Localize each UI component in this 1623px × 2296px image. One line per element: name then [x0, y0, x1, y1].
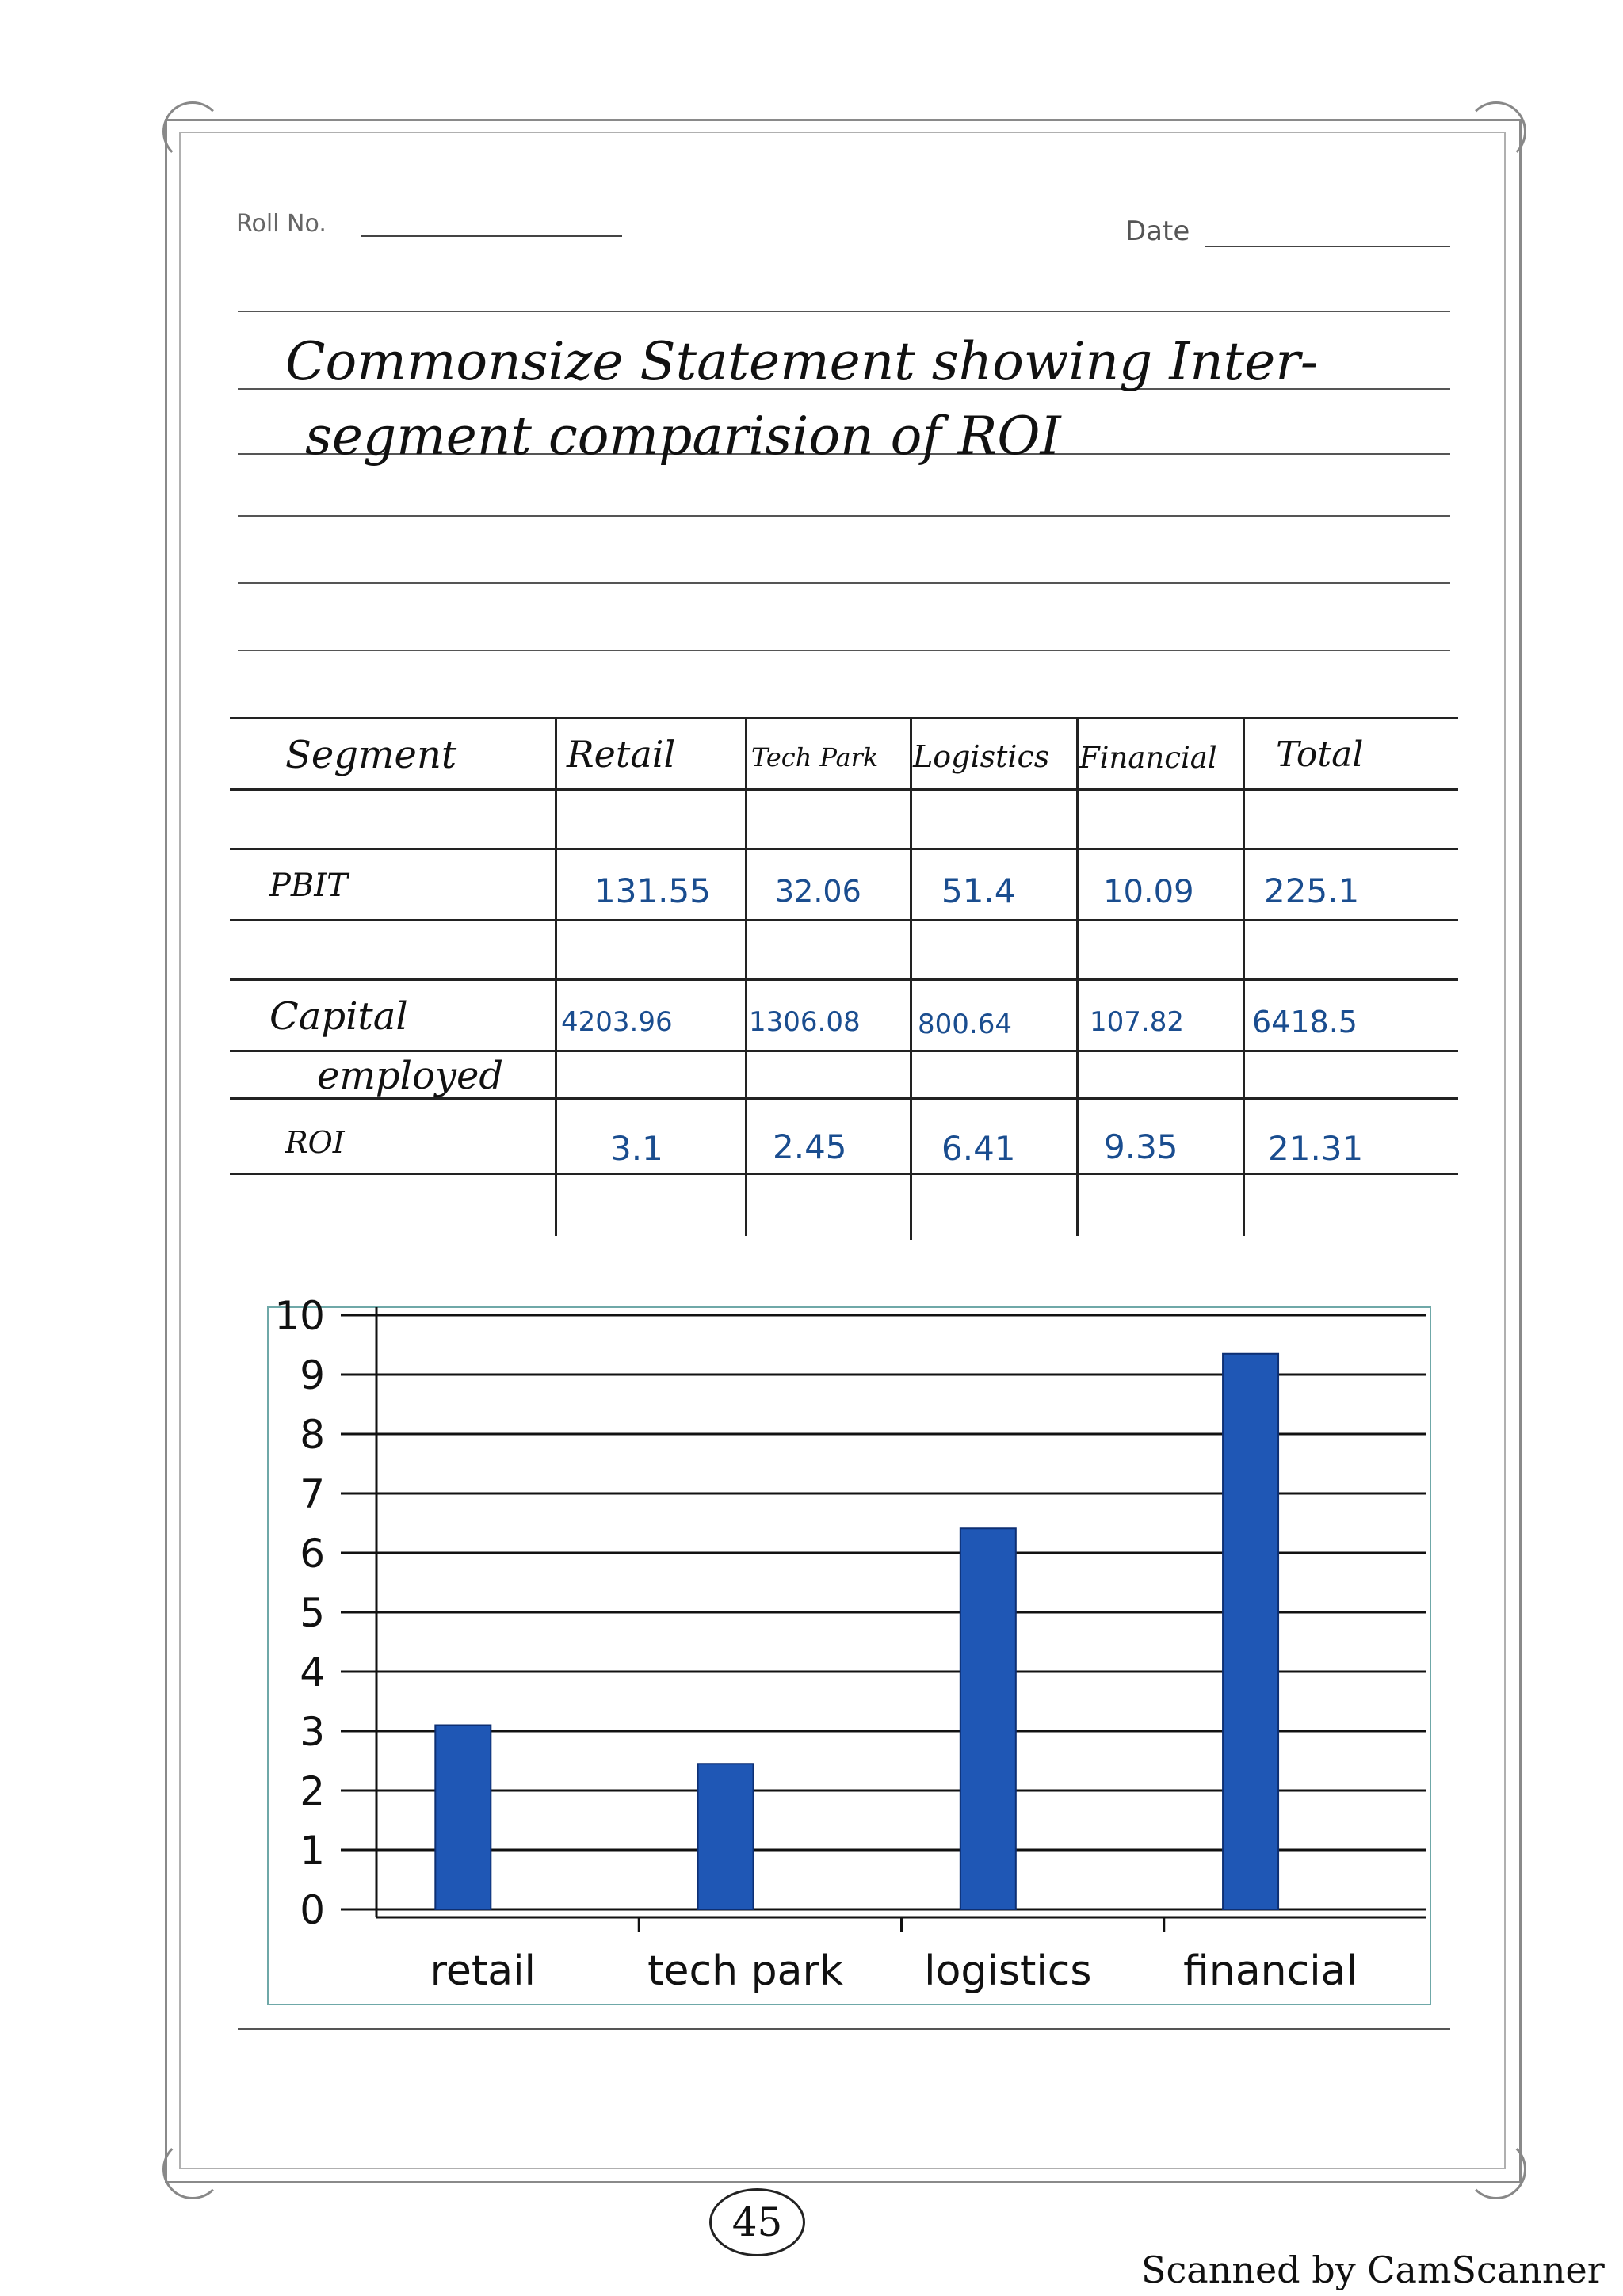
header-tech-park: Tech Park [751, 742, 879, 772]
y-tick-label: 8 [300, 1412, 325, 1458]
cell-pbit-logistics: 51.4 [941, 871, 1016, 910]
table-rule [230, 919, 1458, 921]
bar-retail [435, 1726, 491, 1910]
roi-table [230, 717, 1458, 1240]
cell-capital-total: 6418.5 [1252, 1005, 1358, 1039]
date-blank [1205, 246, 1450, 247]
y-tick-label: 9 [300, 1352, 325, 1398]
table-rule [230, 788, 1458, 791]
corner-ornament-bottom-left [162, 2139, 223, 2199]
table-rule [230, 848, 1458, 850]
page-number: 45 [709, 2188, 805, 2256]
y-tick-label: 3 [300, 1709, 325, 1755]
ruled-line [238, 311, 1450, 312]
cell-capital-techpark: 1306.08 [749, 1006, 861, 1038]
row-label-roi: ROI [285, 1125, 345, 1160]
table-rule [230, 717, 1458, 719]
bar-logistics [960, 1528, 1016, 1909]
table-column-rule [1076, 717, 1079, 1236]
table-column-rule [1243, 717, 1245, 1236]
cell-roi-logistics: 6.41 [941, 1129, 1016, 1168]
date-label: Date [1125, 215, 1190, 247]
y-tick-label: 10 [274, 1293, 325, 1339]
table-rule [230, 978, 1458, 981]
table-rule [230, 1050, 1458, 1052]
corner-ornament-top-left [162, 101, 223, 162]
scanner-watermark: Scanned by CamScanner [1141, 2248, 1605, 2291]
bar-financial [1223, 1354, 1278, 1909]
header-total: Total [1276, 734, 1364, 775]
table-column-rule [745, 717, 747, 1236]
y-tick-label: 5 [300, 1590, 325, 1636]
roll-no-label: Roll No. [236, 210, 327, 238]
cell-roi-total: 21.31 [1268, 1129, 1364, 1168]
title-line-2: segment comparision of ROI [305, 406, 1061, 467]
cell-roi-retail: 3.1 [610, 1129, 663, 1168]
roi-bar-chart [238, 1283, 1458, 2012]
bar-tech-park [698, 1764, 754, 1909]
row-label-capital-employed: employed [317, 1054, 504, 1098]
x-tick-label: retail [430, 1947, 537, 1995]
cell-capital-financial: 107.82 [1090, 1006, 1184, 1038]
title-line-1: Commonsize Statement showing Inter- [285, 331, 1319, 392]
header-retail: Retail [567, 733, 676, 776]
header-logistics: Logistics [913, 739, 1050, 774]
roll-no-blank [361, 235, 622, 237]
ruled-line [238, 650, 1450, 651]
cell-pbit-total: 225.1 [1264, 871, 1360, 910]
cell-pbit-retail: 131.55 [594, 871, 711, 910]
ruled-line [238, 582, 1450, 584]
header-financial: Financial [1079, 741, 1217, 775]
y-tick-label: 0 [300, 1887, 325, 1933]
row-label-capital: Capital [269, 994, 408, 1039]
table-column-rule [910, 717, 912, 1240]
x-tick-label: tech park [647, 1947, 843, 1995]
chart-canvas [238, 1283, 1458, 2012]
cell-pbit-techpark: 32.06 [775, 874, 861, 909]
cell-roi-financial: 9.35 [1104, 1127, 1178, 1166]
cell-capital-logistics: 800.64 [918, 1009, 1012, 1040]
y-tick-label: 1 [300, 1828, 325, 1874]
x-tick-label: logistics [924, 1947, 1092, 1995]
cell-roi-techpark: 2.45 [773, 1127, 847, 1166]
corner-ornament-top-right [1466, 101, 1526, 162]
cell-pbit-financial: 10.09 [1103, 874, 1194, 910]
table-column-rule [555, 717, 557, 1236]
y-tick-label: 6 [300, 1531, 325, 1577]
corner-ornament-bottom-right [1466, 2139, 1526, 2199]
y-tick-label: 4 [300, 1650, 325, 1695]
row-label-pbit: PBIT [269, 868, 348, 904]
y-tick-label: 2 [300, 1768, 325, 1814]
y-tick-label: 7 [300, 1471, 325, 1517]
header-segment: Segment [285, 733, 457, 777]
table-rule [230, 1173, 1458, 1175]
cell-capital-retail: 4203.96 [561, 1006, 673, 1038]
x-tick-label: financial [1183, 1947, 1358, 1995]
ruled-line [238, 515, 1450, 517]
ruled-line [238, 2028, 1450, 2030]
